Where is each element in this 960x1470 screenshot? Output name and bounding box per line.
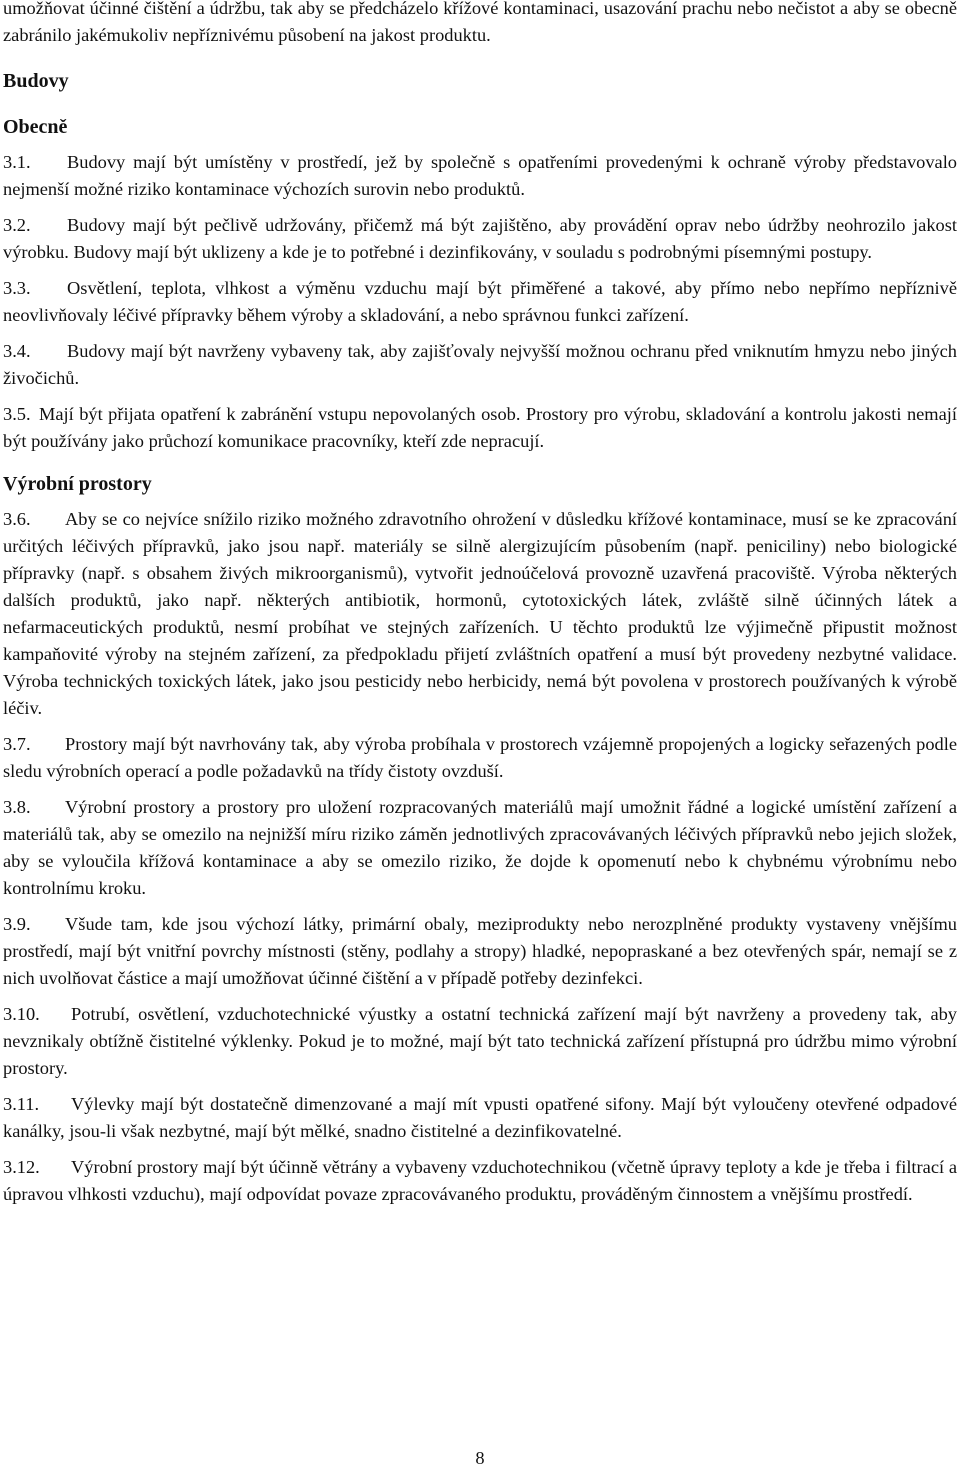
- paragraph-3-9: [3, 911, 957, 992]
- paragraph-3-8: [3, 794, 957, 902]
- paragraph-text: Výlevky mají být dostatečně dimenzované a mají mít vpusti opatřené sifony. Mají být vyloučeny otevřené odpadové kanálky, jsou-li však nezbytné, mají být mělké, snadno čistitelné a dezinfikovatelné.: [3, 1094, 957, 1141]
- paragraph-3-7: [3, 731, 957, 785]
- paragraph-number: 3.10.: [3, 1004, 40, 1024]
- page-number: 8: [475, 1448, 485, 1468]
- paragraph-3-12: [3, 1154, 957, 1208]
- intro-paragraph: umožňovat účinné čištění a údržbu, tak aby se předcházelo křížové kontaminaci, usazování prachu nebo nečistot a aby se obecně zabránilo jakémukoliv nepříznivému působení na jakost produktu.: [3, 0, 957, 45]
- paragraph-number: 3.6.: [3, 509, 31, 529]
- paragraph-number: 3.12.: [3, 1157, 40, 1177]
- paragraph-text: Výrobní prostory mají být účinně větrány a vybaveny vzduchotechnikou (včetně úpravy teploty a kde je třeba i filtrací a úpravou vlhkosti vzduchu), mají odpovídat povaze zpracovávaného produktu, prováděným činnostem a vnějšímu prostředí.: [3, 1157, 957, 1204]
- paragraph-3-1: [3, 149, 957, 203]
- paragraph-number: 3.4.: [3, 341, 31, 361]
- paragraph-number: 3.1.: [3, 152, 31, 172]
- paragraph-3-5: [3, 401, 957, 455]
- paragraph-3-10: [3, 1001, 957, 1082]
- paragraph-3-6: [3, 506, 957, 722]
- heading-obecne: Obecně: [3, 116, 68, 138]
- paragraph-text: Budovy mají být umístěny v prostředí, jež by společně s opatřeními provedenými k ochraně výroby představovalo nejmenší možné riziko kontaminace výchozích surovin nebo produktů.: [3, 152, 957, 199]
- paragraph-text: Osvětlení, teplota, vlhkost a výměnu vzduchu mají být přiměřené a takové, aby přímo nebo nepřímo nepříznivě neovlivňovaly léčivé přípravky během výroby a skladování, a nebo správnou funkci zařízení.: [3, 278, 957, 325]
- paragraph-text: Všude tam, kde jsou výchozí látky, primární obaly, meziprodukty nebo nerozplněné produkty vystaveny vnějšímu prostředí, mají být vnitřní povrchy místnosti (stěny, podlahy a stropy) hladké, nepopraskané a bez otevřených spár, nemají se z nich uvolňovat částice a mají umožňovat účinné čištění a v případě potřeby dezinfekci.: [3, 914, 957, 988]
- paragraph-number: 3.2.: [3, 215, 31, 235]
- paragraph-number: 3.9.: [3, 914, 31, 934]
- heading-vyrobni-prostory: Výrobní prostory: [3, 473, 152, 495]
- paragraph-text: Výrobní prostory a prostory pro uložení rozpracovaných materiálů mají umožnit řádné a logické umístění zařízení a materiálů tak, aby se omezilo na nejnižší míru riziko záměn jednotlivých zpracovávaných léčivých přípravků nebo jejich složek, aby se vyloučila křížová kontaminace a aby se omezilo riziko, že dojde k opomenutí nebo k chybnému výrobnímu nebo kontrolnímu kroku.: [3, 797, 957, 898]
- paragraph-text: Prostory mají být navrhovány tak, aby výroba probíhala v prostorech vzájemně propojených a logicky seřazených podle sledu výrobních operací a podle požadavků na třídy čistoty ovzduší.: [3, 734, 957, 781]
- paragraph-text: Budovy mají být pečlivě udržovány, přičemž má být zajištěno, aby provádění oprav nebo údržby neohrozilo jakost výrobku. Budovy mají být uklizeny a kde je to potřebné i dezinfikovány, v souladu s podrobnými písemnými postupy.: [3, 215, 957, 262]
- paragraph-number: 3.11.: [3, 1094, 40, 1114]
- paragraph-3-2: [3, 212, 957, 266]
- paragraph-3-11: [3, 1091, 957, 1145]
- paragraph-text: Budovy mají být navrženy vybaveny tak, aby zajišťovaly nejvyšší možnou ochranu před vniknutím hmyzu nebo jiných živočichů.: [3, 341, 957, 388]
- heading-budovy: Budovy: [3, 70, 69, 92]
- document-page: [3, 0, 957, 1208]
- paragraph-text: Mají být přijata opatření k zabránění vstupu nepovolaných osob. Prostory pro výrobu, skladování a kontrolu jakosti nemají být používány jako průchozí komunikace pracovníky, kteří zde nepracují.: [3, 404, 957, 451]
- paragraph-text: Aby se co nejvíce snížilo riziko možného zdravotního ohrožení v důsledku křížové kontaminace, musí se ke zpracování určitých léčivých přípravků, jako jsou např. materiály se silně alergizujícím působením (např. peniciliny) nebo biologické přípravky (např. s obsahem živých mikroorganismů), vytvořit jednoúčelová provozně uzavřená pracoviště. Výroba některých dalších produktů, jako např. některých antibiotik, hormonů, cytotoxických látek, zvláště silně účinných látek a nefarmaceutických produktů, nesmí probíhat ve stejných zařízeních. U těchto produktů lze výjimečně připustit možnost kampaňovité výroby na stejném zařízení, za předpokladu přijetí zvláštních opatření a musí být provedeny nezbytné validace. Výroba technických toxických látek, jako jsou pesticidy nebo herbicidy, nemá být povolena v prostorech používaných k výrobě léčiv.: [3, 509, 957, 718]
- paragraph-3-4: [3, 338, 957, 392]
- paragraph-number: 3.5.: [3, 404, 31, 424]
- paragraph-number: 3.3.: [3, 278, 31, 298]
- paragraph-text: Potrubí, osvětlení, vzduchotechnické výustky a ostatní technická zařízení mají být navrženy a provedeny tak, aby nevznikaly obtížně čistitelné výklenky. Pokud je to možné, mají být tato technická zařízení přístupná pro údržbu mimo výrobní prostory.: [3, 1004, 957, 1078]
- paragraph-number: 3.8.: [3, 797, 31, 817]
- paragraph-number: 3.7.: [3, 734, 31, 754]
- paragraph-3-3: [3, 275, 957, 329]
